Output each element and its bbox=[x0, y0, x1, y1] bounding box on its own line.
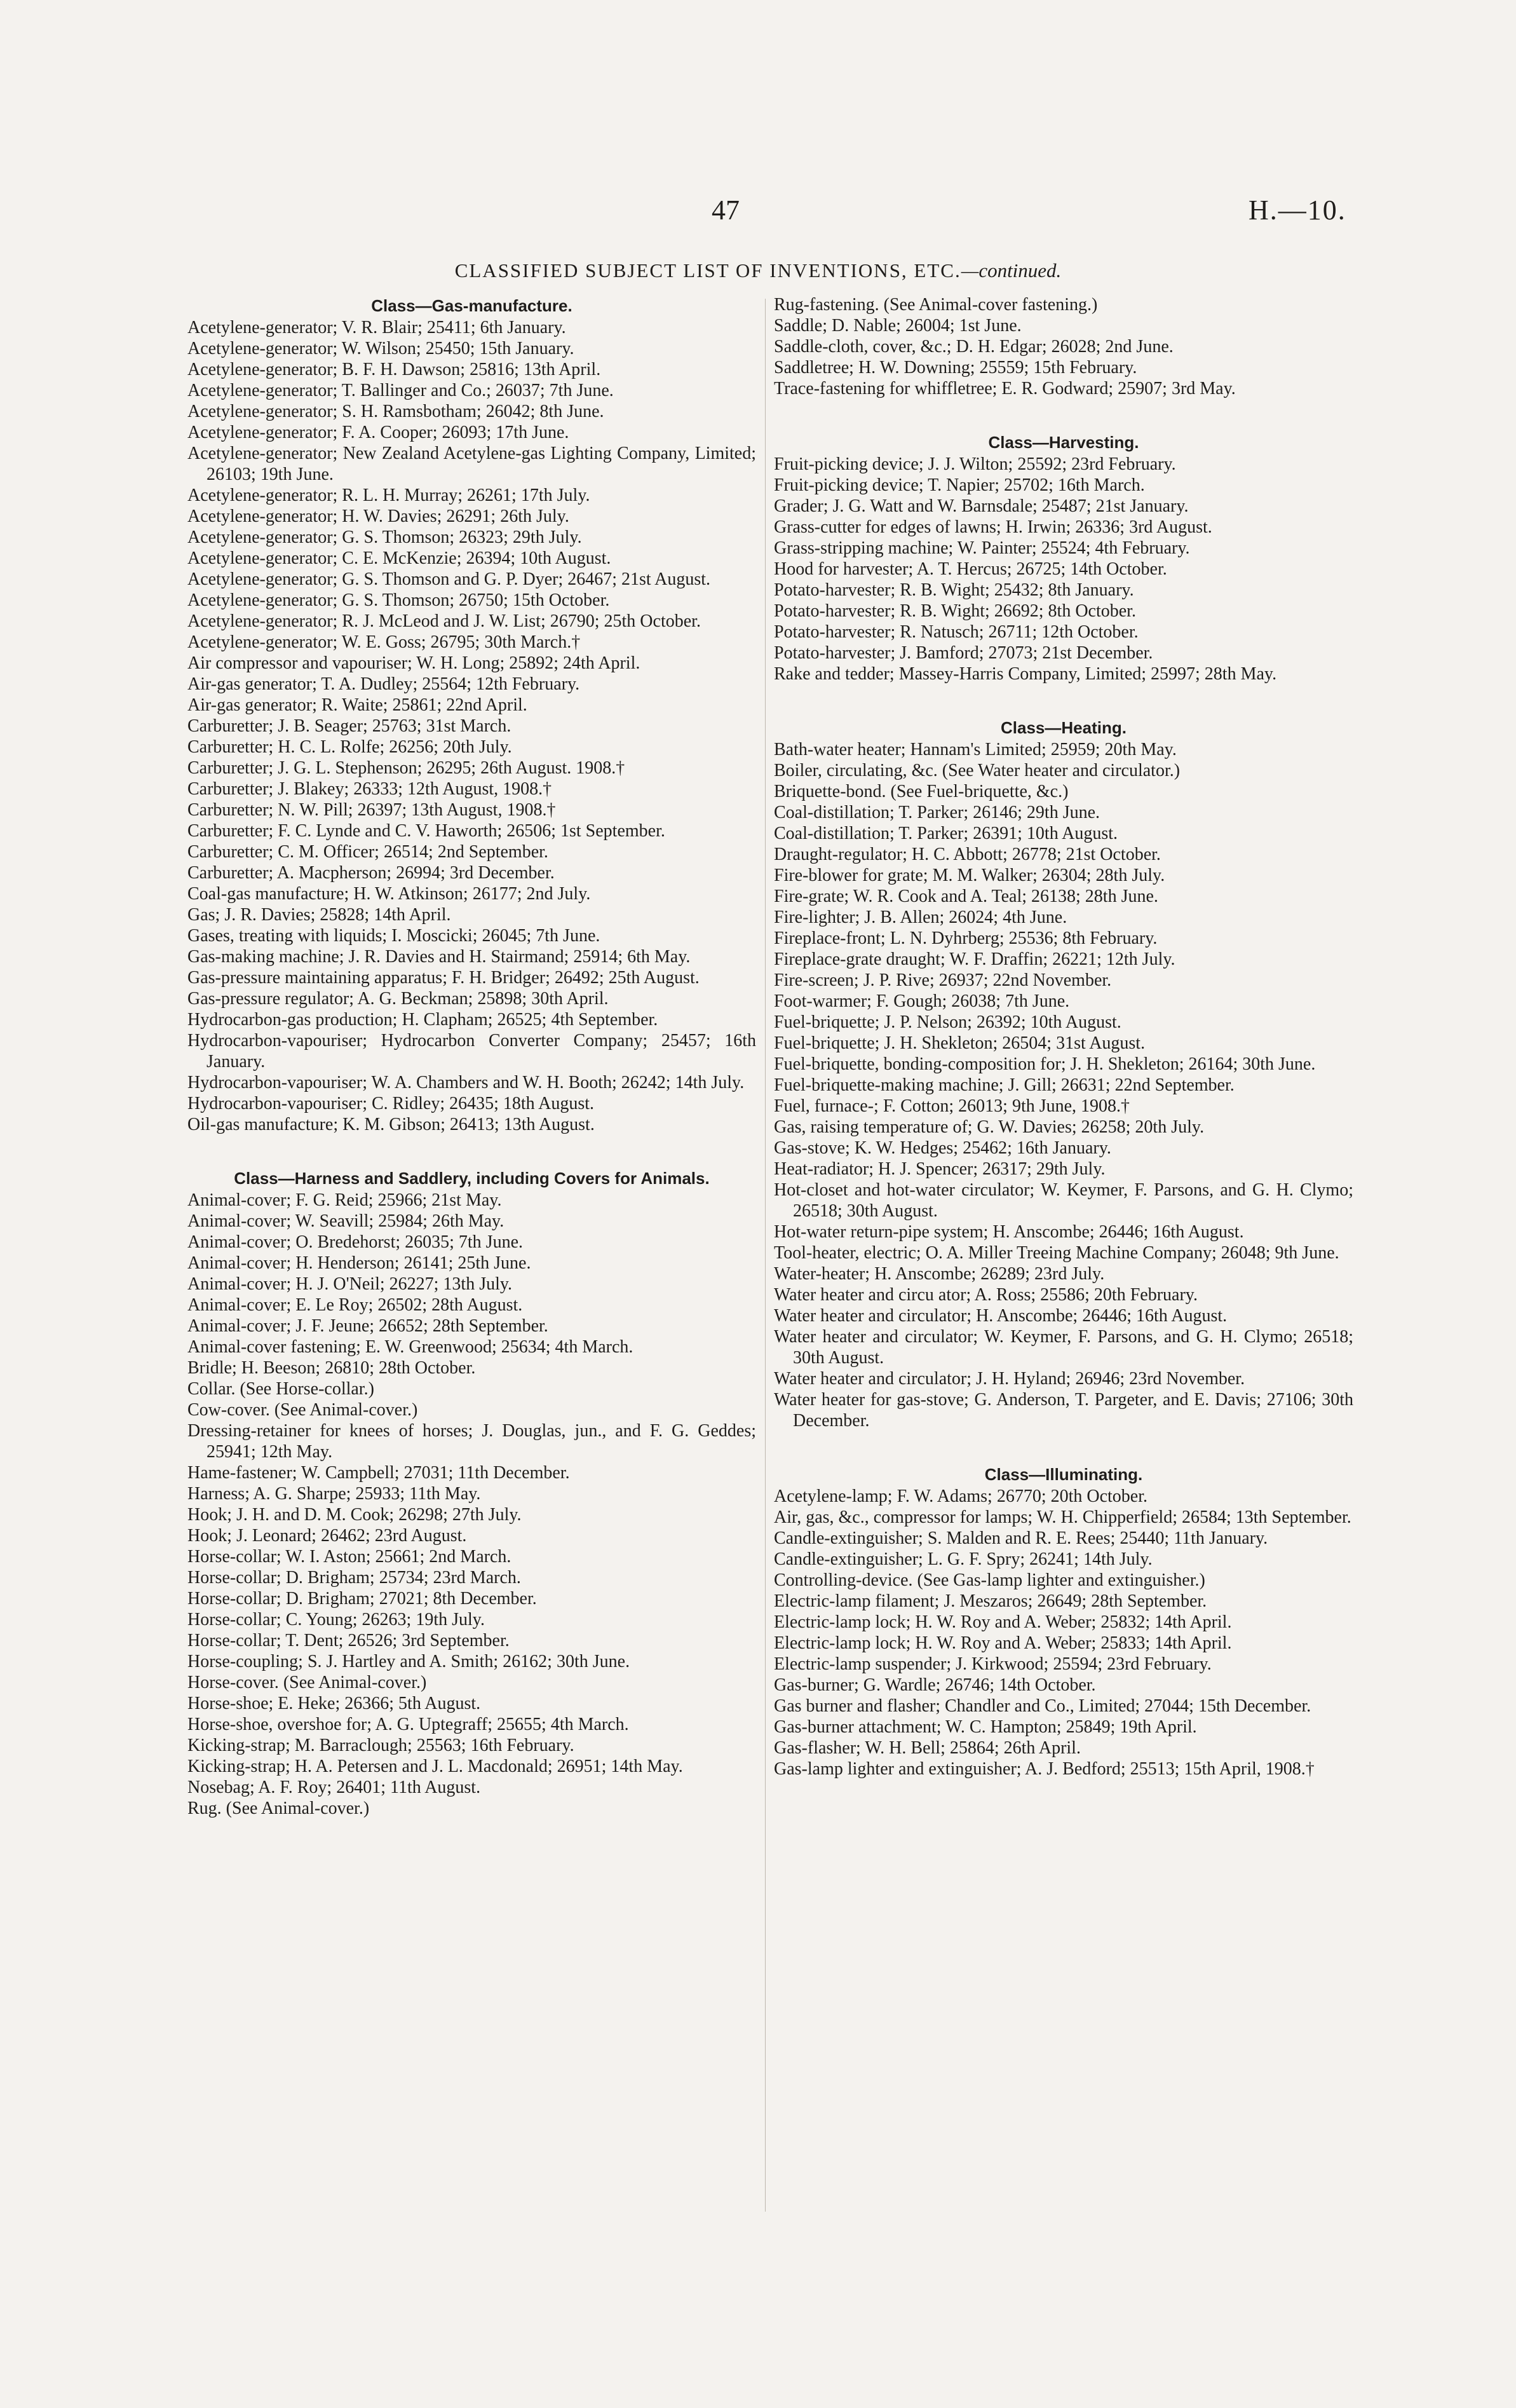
invention-entry: Cow-cover. (See Animal-cover.) bbox=[187, 1400, 418, 1420]
column-divider bbox=[765, 299, 766, 2212]
right-column bbox=[774, 294, 1353, 1779]
invention-entry: Fireplace-grate draught; W. F. Draffin; 26221; 12th July. bbox=[774, 949, 1175, 969]
invention-entry: Acetylene-generator; W. Wilson; 25450; 15th January. bbox=[187, 339, 574, 358]
invention-entry: Acetylene-generator; F. A. Cooper; 26093; 17th June. bbox=[187, 423, 569, 442]
invention-entry: Horse-collar; D. Brigham; 25734; 23rd March. bbox=[187, 1568, 521, 1588]
invention-entry: Grass-cutter for edges of lawns; H. Irwin; 26336; 3rd August. bbox=[774, 517, 1212, 537]
invention-entry: Water heater and circulator; W. Keymer, F. Parsons, and G. H. Clymo; 26518; 30th August. bbox=[774, 1327, 1353, 1368]
invention-entry: Gas; J. R. Davies; 25828; 14th April. bbox=[187, 905, 451, 925]
invention-entry: Hydrocarbon-gas production; H. Clapham; 26525; 4th September. bbox=[187, 1010, 658, 1030]
invention-entry: Acetylene-generator; H. W. Davies; 26291; 26th July. bbox=[187, 507, 569, 526]
invention-entry: Acetylene-generator; S. H. Ramsbotham; 26042; 8th June. bbox=[187, 402, 604, 421]
invention-entry: Potato-harvester; R. B. Wight; 25432; 8th January. bbox=[774, 580, 1134, 600]
invention-entry: Carburetter; J. G. L. Stephenson; 26295; 26th August. 1908.† bbox=[187, 758, 625, 778]
invention-entry: Kicking-strap; M. Barraclough; 25563; 16th February. bbox=[187, 1736, 574, 1755]
invention-entry: Harness; A. G. Sharpe; 25933; 11th May. bbox=[187, 1484, 481, 1504]
invention-entry: Acetylene-generator; New Zealand Acetylene-gas Lighting Company, Limited; 26103; 19th June. bbox=[187, 444, 756, 484]
invention-entry: Hook; J. H. and D. M. Cook; 26298; 27th July. bbox=[187, 1505, 522, 1525]
invention-entry: Hood for harvester; A. T. Hercus; 26725; 14th October. bbox=[774, 559, 1167, 579]
invention-entry: Fuel-briquette, bonding-composition for; J. H. Shekleton; 26164; 30th June. bbox=[774, 1054, 1316, 1074]
invention-entry: Gas-burner; G. Wardle; 26746; 14th October. bbox=[774, 1675, 1096, 1695]
invention-entry: Gas-pressure regulator; A. G. Beckman; 25898; 30th April. bbox=[187, 989, 609, 1009]
invention-entry: Water heater for gas-stove; G. Anderson, T. Pargeter, and E. Davis; 27106; 30th December. bbox=[774, 1390, 1353, 1431]
invention-entry: Gas-making machine; J. R. Davies and H. Stairmand; 25914; 6th May. bbox=[187, 947, 691, 967]
invention-entry: Animal-cover; O. Bredehorst; 26035; 7th June. bbox=[187, 1232, 524, 1252]
invention-entry: Gas-burner attachment; W. C. Hampton; 25849; 19th April. bbox=[774, 1717, 1197, 1737]
invention-entry: Carburetter; J. B. Seager; 25763; 31st March. bbox=[187, 716, 511, 736]
page-number: 47 bbox=[712, 194, 740, 226]
invention-entry: Gas-lamp lighter and extinguisher; A. J. Bedford; 25513; 15th April, 1908.† bbox=[774, 1759, 1315, 1779]
invention-entry: Potato-harvester; J. Bamford; 27073; 21st December. bbox=[774, 643, 1153, 663]
invention-entry: Carburetter; C. M. Officer; 26514; 2nd September. bbox=[187, 842, 548, 862]
invention-entry: Rug. (See Animal-cover.) bbox=[187, 1799, 370, 1818]
invention-entry: Kicking-strap; H. A. Petersen and J. L. Macdonald; 26951; 14th May. bbox=[187, 1757, 683, 1776]
invention-entry: Acetylene-generator; B. F. H. Dawson; 25816; 13th April. bbox=[187, 360, 601, 379]
invention-entry: Horse-shoe, overshoe for; A. G. Uptegraff; 25655; 4th March. bbox=[187, 1715, 629, 1734]
invention-entry: Air compressor and vapouriser; W. H. Long; 25892; 24th April. bbox=[187, 653, 640, 673]
invention-entry: Animal-cover; F. G. Reid; 25966; 21st May. bbox=[187, 1190, 502, 1210]
invention-entry: Electric-lamp lock; H. W. Roy and A. Weber; 25833; 14th April. bbox=[774, 1633, 1232, 1653]
invention-entry: Saddle; D. Nable; 26004; 1st June. bbox=[774, 316, 1022, 336]
invention-entry: Horse-collar; W. I. Aston; 25661; 2nd March. bbox=[187, 1547, 511, 1567]
invention-entry: Oil-gas manufacture; K. M. Gibson; 26413; 13th August. bbox=[187, 1115, 595, 1134]
invention-entry: Fire-grate; W. R. Cook and A. Teal; 26138; 28th June. bbox=[774, 887, 1158, 906]
invention-entry: Trace-fastening for whiffletree; E. R. Godward; 25907; 3rd May. bbox=[774, 379, 1236, 398]
invention-entry: Candle-extinguisher; L. G. F. Spry; 26241; 14th July. bbox=[774, 1549, 1153, 1569]
invention-entry: Acetylene-generator; V. R. Blair; 25411; 6th January. bbox=[187, 318, 566, 337]
invention-entry: Carburetter; F. C. Lynde and C. V. Haworth; 26506; 1st September. bbox=[187, 821, 665, 841]
invention-entry: Acetylene-generator; C. E. McKenzie; 26394; 10th August. bbox=[187, 548, 611, 568]
invention-entry: Rug-fastening. (See Animal-cover fastening.) bbox=[774, 295, 1098, 315]
invention-entry: Horse-collar; C. Young; 26263; 19th July. bbox=[187, 1610, 485, 1629]
invention-entry: Fireplace-front; L. N. Dyhrberg; 25536; 8th February. bbox=[774, 929, 1158, 948]
document-reference: H.—10. bbox=[1249, 194, 1346, 226]
invention-entry: Tool-heater, electric; O. A. Miller Treeing Machine Company; 26048; 9th June. bbox=[774, 1243, 1339, 1263]
invention-entry: Controlling-device. (See Gas-lamp lighter and extinguisher.) bbox=[774, 1570, 1205, 1590]
invention-entry: Fuel-briquette-making machine; J. Gill; 26631; 22nd September. bbox=[774, 1075, 1235, 1095]
invention-entry: Collar. (See Horse-collar.) bbox=[187, 1379, 374, 1399]
invention-entry: Heat-radiator; H. J. Spencer; 26317; 29th July. bbox=[774, 1159, 1106, 1179]
invention-entry: Acetylene-generator; R. L. H. Murray; 26261; 17th July. bbox=[187, 486, 590, 505]
invention-entry: Acetylene-generator; G. S. Thomson; 26323; 29th July. bbox=[187, 527, 582, 547]
class-heading: Class—Gas-manufacture. bbox=[371, 296, 572, 315]
invention-entry: Fruit-picking device; J. J. Wilton; 25592; 23rd February. bbox=[774, 454, 1176, 474]
class-heading: Class—Harvesting. bbox=[988, 433, 1139, 452]
invention-entry: Fruit-picking device; T. Napier; 25702; 16th March. bbox=[774, 475, 1145, 495]
left-column bbox=[187, 294, 756, 1819]
invention-entry: Briquette-bond. (See Fuel-briquette, &c.) bbox=[774, 782, 1069, 801]
invention-entry: Saddle-cloth, cover, &c.; D. H. Edgar; 26028; 2nd June. bbox=[774, 337, 1174, 357]
invention-entry: Horse-collar; D. Brigham; 27021; 8th December. bbox=[187, 1589, 537, 1609]
invention-entry: Coal-distillation; T. Parker; 26146; 29th June. bbox=[774, 803, 1100, 822]
invention-entry: Horse-collar; T. Dent; 26526; 3rd September. bbox=[187, 1631, 510, 1650]
invention-entry: Rake and tedder; Massey-Harris Company, Limited; 25997; 28th May. bbox=[774, 664, 1277, 684]
invention-entry: Nosebag; A. F. Roy; 26401; 11th August. bbox=[187, 1778, 481, 1797]
invention-entry: Animal-cover; H. J. O'Neil; 26227; 13th July. bbox=[187, 1274, 513, 1294]
invention-entry: Dressing-retainer for knees of horses; J. Douglas, jun., and F. G. Geddes; 25941; 12th May. bbox=[187, 1421, 756, 1462]
invention-entry: Foot-warmer; F. Gough; 26038; 7th June. bbox=[774, 991, 1070, 1011]
invention-entry: Water-heater; H. Anscombe; 26289; 23rd July. bbox=[774, 1264, 1105, 1284]
invention-entry: Air, gas, &c., compressor for lamps; W. H. Chipperfield; 26584; 13th September. bbox=[774, 1507, 1351, 1527]
invention-entry: Fuel-briquette; J. H. Shekleton; 26504; 31st August. bbox=[774, 1033, 1146, 1053]
invention-entry: Hook; J. Leonard; 26462; 23rd August. bbox=[187, 1526, 467, 1546]
invention-entry: Saddletree; H. W. Downing; 25559; 15th February. bbox=[774, 358, 1137, 378]
invention-entry: Hame-fastener; W. Campbell; 27031; 11th December. bbox=[187, 1463, 570, 1483]
invention-entry: Hot-water return-pipe system; H. Anscombe; 26446; 16th August. bbox=[774, 1222, 1244, 1242]
invention-entry: Boiler, circulating, &c. (See Water heater and circulator.) bbox=[774, 761, 1181, 780]
invention-entry: Animal-cover; W. Seavill; 25984; 26th May. bbox=[187, 1211, 504, 1231]
invention-entry: Animal-cover; H. Henderson; 26141; 25th June. bbox=[187, 1253, 531, 1273]
invention-entry: Bridle; H. Beeson; 26810; 28th October. bbox=[187, 1358, 476, 1378]
invention-entry: Carburetter; N. W. Pill; 26397; 13th August, 1908.† bbox=[187, 800, 556, 820]
invention-entry: Air-gas generator; T. A. Dudley; 25564; 12th February. bbox=[187, 674, 580, 694]
invention-entry: Hot-closet and hot-water circulator; W. Keymer, F. Parsons, and G. H. Clymo; 26518; 30th August. bbox=[774, 1180, 1353, 1221]
page-title-continued: —continued. bbox=[961, 259, 1062, 282]
invention-entry: Animal-cover fastening; E. W. Greenwood; 25634; 4th March. bbox=[187, 1337, 633, 1357]
invention-entry: Carburetter; H. C. L. Rolfe; 26256; 20th July. bbox=[187, 737, 512, 757]
invention-entry: Fuel, furnace-; F. Cotton; 26013; 9th June, 1908.† bbox=[774, 1096, 1130, 1116]
invention-entry: Gas, raising temperature of; G. W. Davies; 26258; 20th July. bbox=[774, 1117, 1205, 1137]
invention-entry: Electric-lamp suspender; J. Kirkwood; 25594; 23rd February. bbox=[774, 1654, 1212, 1674]
invention-entry: Grader; J. G. Watt and W. Barnsdale; 25487; 21st January. bbox=[774, 496, 1189, 516]
invention-entry: Hydrocarbon-vapouriser; W. A. Chambers and W. H. Booth; 26242; 14th July. bbox=[187, 1073, 745, 1092]
invention-entry: Acetylene-generator; W. E. Goss; 26795; 30th March.† bbox=[187, 632, 581, 652]
class-heading: Class—Harness and Saddlery, including Covers for Animals. bbox=[234, 1169, 710, 1188]
invention-entry: Hydrocarbon-vapouriser; Hydrocarbon Converter Company; 25457; 16th January. bbox=[187, 1031, 756, 1071]
invention-entry: Carburetter; J. Blakey; 26333; 12th August, 1908.† bbox=[187, 779, 552, 799]
invention-entry: Grass-stripping machine; W. Painter; 25524; 4th February. bbox=[774, 538, 1190, 558]
invention-entry: Hydrocarbon-vapouriser; C. Ridley; 26435; 18th August. bbox=[187, 1094, 595, 1113]
invention-entry: Potato-harvester; R. B. Wight; 26692; 8th October. bbox=[774, 601, 1136, 621]
invention-entry: Horse-shoe; E. Heke; 26366; 5th August. bbox=[187, 1694, 481, 1713]
invention-entry: Fire-screen; J. P. Rive; 26937; 22nd November. bbox=[774, 970, 1112, 990]
invention-entry: Horse-coupling; S. J. Hartley and A. Smith; 26162; 30th June. bbox=[187, 1652, 630, 1671]
invention-entry: Acetylene-generator; G. S. Thomson and G. P. Dyer; 26467; 21st August. bbox=[187, 569, 711, 589]
invention-entry: Draught-regulator; H. C. Abbott; 26778; 21st October. bbox=[774, 845, 1161, 864]
invention-entry: Gas-pressure maintaining apparatus; F. H. Bridger; 26492; 25th August. bbox=[187, 968, 700, 988]
page-title bbox=[0, 259, 1516, 282]
invention-entry: Potato-harvester; R. Natusch; 26711; 12th October. bbox=[774, 622, 1139, 642]
invention-entry: Bath-water heater; Hannam's Limited; 25959; 20th May. bbox=[774, 740, 1177, 759]
invention-entry: Carburetter; A. Macpherson; 26994; 3rd December. bbox=[187, 863, 555, 883]
invention-entry: Electric-lamp filament; J. Meszaros; 26649; 28th September. bbox=[774, 1591, 1207, 1611]
invention-entry: Air-gas generator; R. Waite; 25861; 22nd April. bbox=[187, 695, 527, 715]
invention-entry: Fuel-briquette; J. P. Nelson; 26392; 10th August. bbox=[774, 1012, 1121, 1032]
invention-entry: Animal-cover; E. Le Roy; 26502; 28th August. bbox=[187, 1295, 523, 1315]
invention-entry: Acetylene-generator; T. Ballinger and Co.; 26037; 7th June. bbox=[187, 381, 614, 400]
invention-entry: Candle-extinguisher; S. Malden and R. E. Rees; 25440; 11th January. bbox=[774, 1528, 1268, 1548]
invention-entry: Acetylene-generator; R. J. McLeod and J. W. List; 26790; 25th October. bbox=[187, 611, 701, 631]
invention-entry: Electric-lamp lock; H. W. Roy and A. Weber; 25832; 14th April. bbox=[774, 1612, 1232, 1632]
invention-entry: Gas-flasher; W. H. Bell; 25864; 26th April. bbox=[774, 1738, 1081, 1758]
invention-entry: Gases, treating with liquids; I. Moscicki; 26045; 7th June. bbox=[187, 926, 600, 946]
page-title-text: CLASSIFIED SUBJECT LIST OF INVENTIONS, ETC. bbox=[454, 259, 961, 282]
invention-entry: Gas burner and flasher; Chandler and Co., Limited; 27044; 15th December. bbox=[774, 1696, 1311, 1716]
invention-entry: Fire-lighter; J. B. Allen; 26024; 4th June. bbox=[774, 908, 1067, 927]
invention-entry: Coal-distillation; T. Parker; 26391; 10th August. bbox=[774, 824, 1118, 843]
invention-entry: Water heater and circulator; H. Anscombe; 26446; 16th August. bbox=[774, 1306, 1228, 1326]
invention-entry: Water heater and circulator; J. H. Hyland; 26946; 23rd November. bbox=[774, 1369, 1245, 1389]
invention-entry: Acetylene-lamp; F. W. Adams; 26770; 20th October. bbox=[774, 1486, 1148, 1506]
invention-entry: Water heater and circu ator; A. Ross; 25586; 20th February. bbox=[774, 1285, 1198, 1305]
invention-entry: Acetylene-generator; G. S. Thomson; 26750; 15th October. bbox=[187, 590, 610, 610]
invention-entry: Animal-cover; J. F. Jeune; 26652; 28th September. bbox=[187, 1316, 548, 1336]
class-heading: Class—Illuminating. bbox=[984, 1465, 1143, 1484]
invention-entry: Horse-cover. (See Animal-cover.) bbox=[187, 1673, 427, 1692]
class-heading: Class—Heating. bbox=[1001, 718, 1127, 737]
invention-entry: Coal-gas manufacture; H. W. Atkinson; 26177; 2nd July. bbox=[187, 884, 591, 904]
invention-entry: Gas-stove; K. W. Hedges; 25462; 16th January. bbox=[774, 1138, 1111, 1158]
invention-entry: Fire-blower for grate; M. M. Walker; 26304; 28th July. bbox=[774, 866, 1165, 885]
